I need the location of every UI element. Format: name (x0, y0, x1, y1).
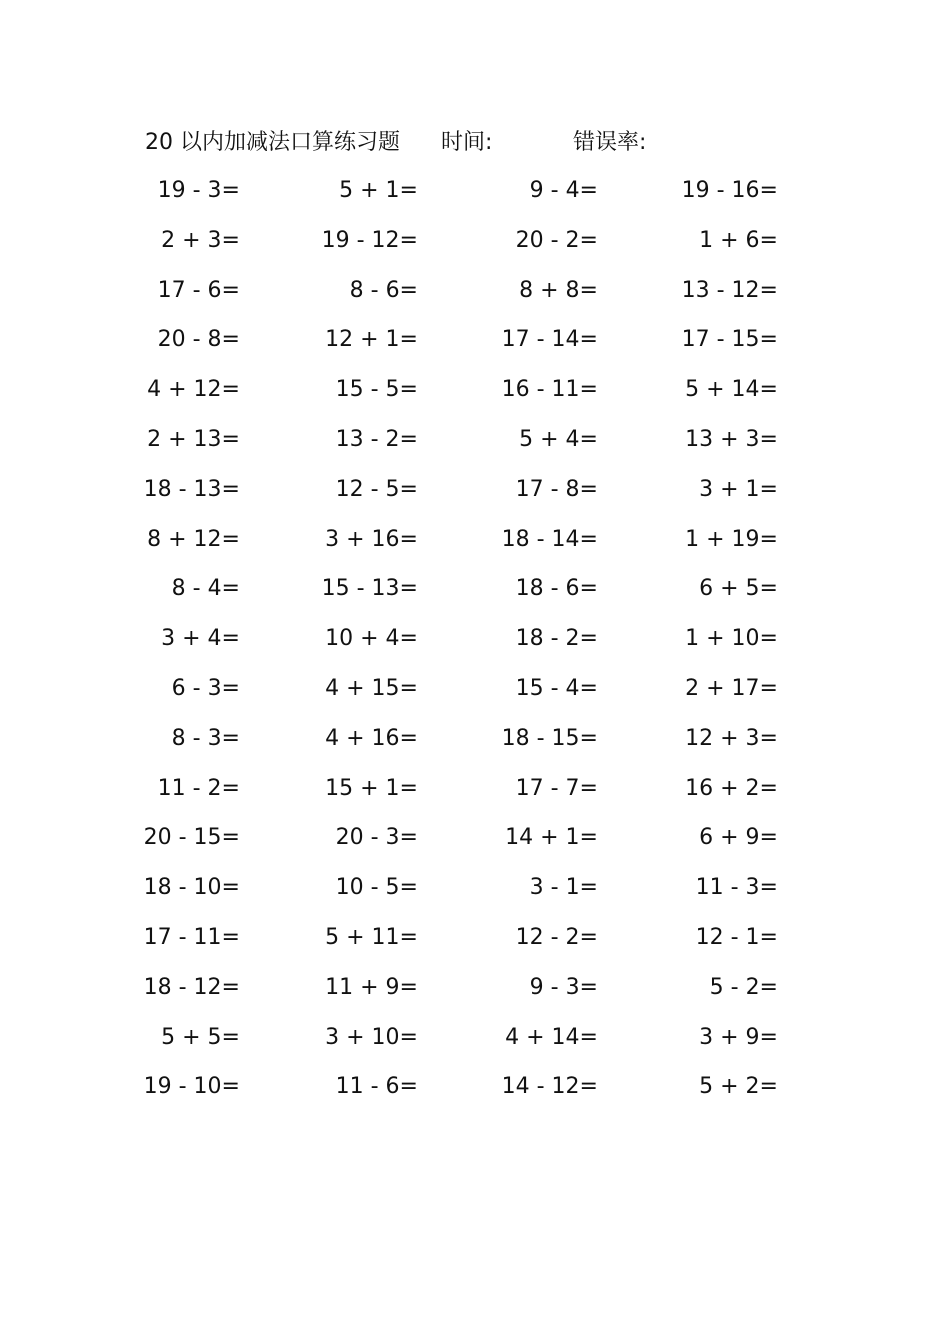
problem-item: 4 + 12= (147, 377, 240, 403)
problem-item: 3 + 4= (161, 626, 240, 652)
problem-item: 11 - 6= (335, 1074, 418, 1100)
problem-item: 2 + 17= (685, 675, 778, 701)
problem-item: 5 + 2= (699, 1074, 778, 1100)
problem-row (0, 224, 950, 274)
problem-item: 17 - 7= (515, 775, 598, 801)
problem-item: 17 - 15= (681, 327, 778, 353)
problem-item: 3 + 1= (699, 476, 778, 502)
problem-row (0, 373, 950, 423)
problem-item: 8 - 4= (171, 576, 240, 602)
problem-item: 11 + 9= (325, 974, 418, 1000)
problem-item: 5 + 5= (161, 1024, 240, 1050)
problem-item: 5 + 11= (325, 924, 418, 950)
problem-item: 1 + 10= (685, 626, 778, 652)
problem-item: 11 - 2= (157, 775, 240, 801)
problem-item: 18 - 14= (501, 526, 598, 552)
problem-item: 15 - 5= (335, 377, 418, 403)
problem-item: 19 - 3= (157, 178, 240, 203)
problem-item: 8 - 6= (349, 277, 418, 303)
problem-row (0, 672, 950, 722)
problem-item: 12 - 2= (515, 924, 598, 950)
problem-item: 10 - 5= (335, 875, 418, 901)
problem-item: 3 - 1= (529, 875, 598, 901)
problem-row (0, 772, 950, 822)
error-rate-label: 错误率: (573, 130, 647, 155)
problem-item: 18 - 10= (143, 875, 240, 901)
problem-item: 19 - 16= (681, 178, 778, 203)
problem-item: 12 + 3= (685, 725, 778, 751)
problem-item: 4 + 15= (325, 675, 418, 701)
problem-item: 2 + 13= (147, 426, 240, 452)
problem-item: 5 + 14= (685, 377, 778, 403)
problem-row (0, 921, 950, 971)
problem-row (0, 971, 950, 1021)
problem-item: 18 - 6= (515, 576, 598, 602)
problem-row (0, 871, 950, 921)
problem-row (0, 523, 950, 573)
problem-row (0, 821, 950, 871)
problem-item: 12 + 1= (325, 327, 418, 353)
problem-item: 6 + 5= (699, 576, 778, 602)
problem-item: 8 + 8= (519, 277, 598, 303)
problem-item: 3 + 16= (325, 526, 418, 552)
problem-item: 18 - 15= (501, 725, 598, 751)
problem-row (0, 174, 950, 224)
problem-item: 9 - 3= (529, 974, 598, 1000)
time-label: 时间: (441, 130, 493, 155)
problem-item: 12 - 5= (335, 476, 418, 502)
problem-item: 8 - 3= (171, 725, 240, 751)
problem-item: 15 - 4= (515, 675, 598, 701)
problem-row (0, 572, 950, 622)
problem-item: 20 - 8= (157, 327, 240, 353)
problem-item: 13 + 3= (685, 426, 778, 452)
problem-row (0, 473, 950, 523)
problem-item: 18 - 2= (515, 626, 598, 652)
problem-item: 8 + 12= (147, 526, 240, 552)
problem-item: 3 + 10= (325, 1024, 418, 1050)
problem-item: 5 + 4= (519, 426, 598, 452)
problem-item: 2 + 3= (161, 227, 240, 253)
problem-item: 20 - 3= (335, 825, 418, 851)
problem-row (0, 274, 950, 324)
problem-item: 19 - 12= (321, 227, 418, 253)
problem-item: 20 - 2= (515, 227, 598, 253)
problem-row (0, 622, 950, 672)
problem-item: 6 - 3= (171, 675, 240, 701)
problem-item: 5 + 1= (339, 178, 418, 203)
problem-item: 1 + 19= (685, 526, 778, 552)
problem-item: 9 - 4= (529, 178, 598, 203)
problem-item: 14 - 12= (501, 1074, 598, 1100)
problem-item: 18 - 12= (143, 974, 240, 1000)
problem-item: 17 - 11= (143, 924, 240, 950)
problem-item: 14 + 1= (505, 825, 598, 851)
problem-item: 4 + 14= (505, 1024, 598, 1050)
problem-item: 17 - 8= (515, 476, 598, 502)
problem-item: 18 - 13= (143, 476, 240, 502)
problem-item: 10 + 4= (325, 626, 418, 652)
problem-item: 1 + 6= (699, 227, 778, 253)
problem-row (0, 722, 950, 772)
worksheet-title: 20 以内加减法口算练习题 (145, 130, 400, 155)
problem-item: 5 - 2= (709, 974, 778, 1000)
problem-item: 4 + 16= (325, 725, 418, 751)
problem-item: 15 - 13= (321, 576, 418, 602)
problem-item: 17 - 6= (157, 277, 240, 303)
problem-item: 15 + 1= (325, 775, 418, 801)
problem-row (0, 423, 950, 473)
problem-row (0, 1070, 950, 1120)
problem-item: 17 - 14= (501, 327, 598, 353)
problem-item: 6 + 9= (699, 825, 778, 851)
problem-item: 3 + 9= (699, 1024, 778, 1050)
problem-item: 20 - 15= (143, 825, 240, 851)
problem-item: 12 - 1= (695, 924, 778, 950)
problem-item: 13 - 12= (681, 277, 778, 303)
problem-grid (0, 174, 950, 1120)
problem-item: 19 - 10= (143, 1074, 240, 1100)
problem-row (0, 1021, 950, 1071)
problem-item: 11 - 3= (695, 875, 778, 901)
problem-row (0, 323, 950, 373)
problem-item: 16 - 11= (501, 377, 598, 403)
problem-item: 13 - 2= (335, 426, 418, 452)
problem-item: 16 + 2= (685, 775, 778, 801)
